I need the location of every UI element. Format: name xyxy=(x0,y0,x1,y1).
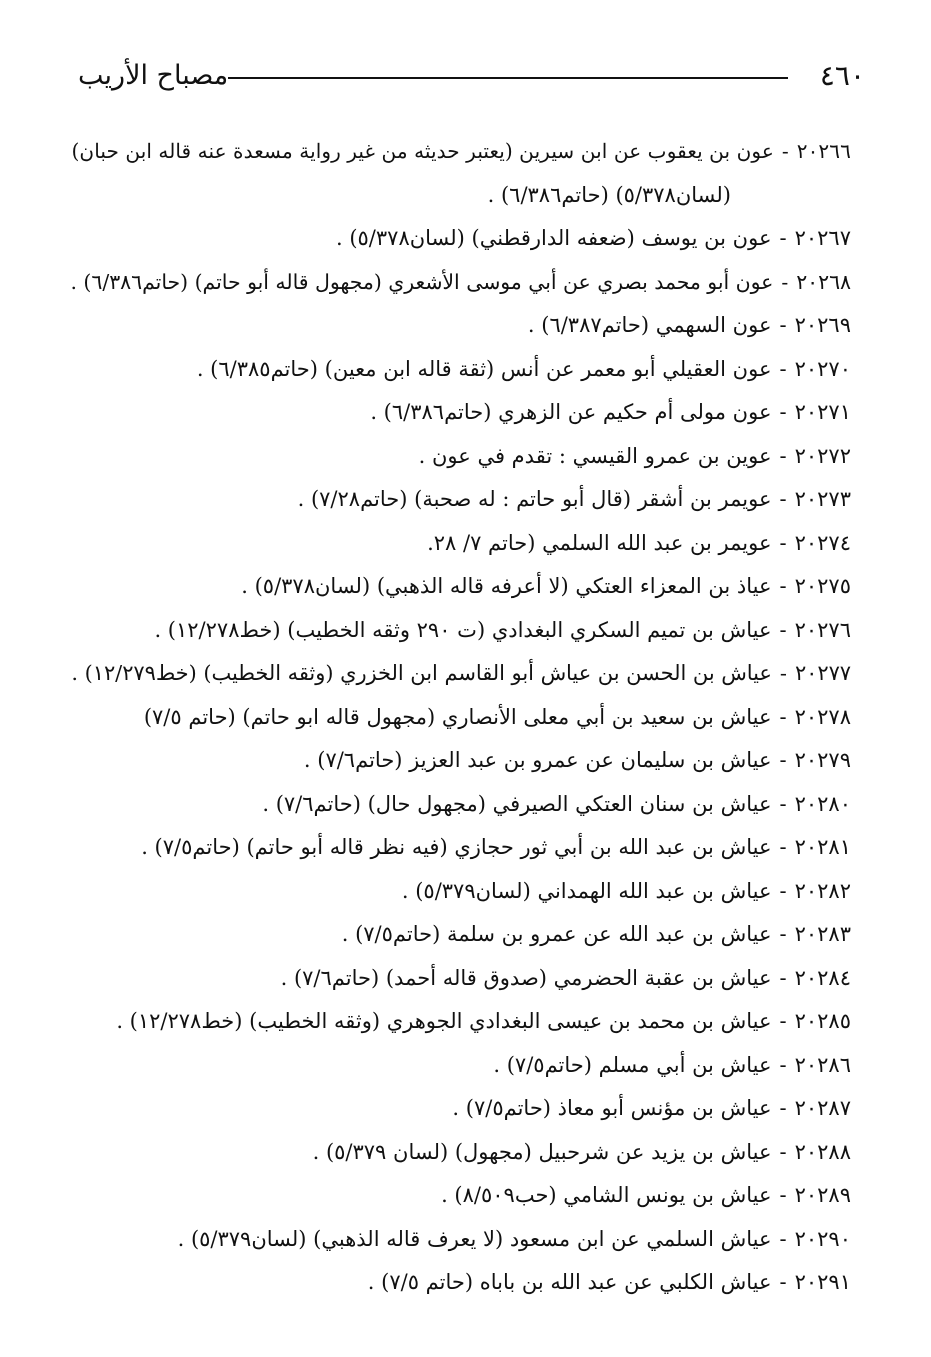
entry-row xyxy=(71,609,851,653)
entry-row xyxy=(71,130,851,174)
entry-number: ٢٠٢٨١ xyxy=(794,835,851,859)
entry-row xyxy=(71,217,851,261)
entry-number: ٢٠٢٨٨ xyxy=(794,1139,851,1164)
entry-text: عون بن يوسف (ضعفه الدارقطني) (لسان٥/٣٧٨) . xyxy=(335,226,772,250)
entry-row xyxy=(71,783,851,827)
entry-text: عياش بن تميم السكري البغدادي (ت ٢٩٠ وثقه الخطيب) (خط١٢/٢٧٨) . xyxy=(154,617,772,642)
entry-dash: - xyxy=(779,922,787,946)
entry-row xyxy=(71,1174,851,1218)
entry-dash: - xyxy=(779,878,787,903)
entry-text: عياش الكلبي عن عبد الله بن باباه (حاتم ٧/٥) . xyxy=(367,1270,772,1294)
entry-number: ٢٠٢٧٢ xyxy=(794,443,851,468)
entry-row xyxy=(71,1261,851,1305)
entry-number: ٢٠٢٦٦ xyxy=(796,139,851,163)
entry-dash: - xyxy=(779,791,787,816)
entry-dash: - xyxy=(779,835,787,859)
entry-text: عياش بن سعيد بن أبي معلى الأنصاري (مجهول قاله ابو حاتم) (حاتم ٧/٥) xyxy=(143,704,772,729)
entry-text: عياش بن عبد الله الهمداني (لسان٥/٣٧٩) . xyxy=(401,878,772,903)
entry-number: ٢٠٢٧٤ xyxy=(794,530,851,555)
entry-dash: - xyxy=(779,1009,787,1033)
entry-row xyxy=(71,696,851,740)
entry-dash: - xyxy=(781,139,789,163)
entry-row xyxy=(71,870,851,914)
entry-number: ٢٠٢٨٣ xyxy=(794,922,851,946)
entry-text: عياش بن أبي مسلم (حاتم٧/٥) . xyxy=(493,1052,772,1077)
entry-text: عياش بن عبد الله بن أبي ثور حجازي (فيه نظر قاله أبو حاتم) (حاتم٧/٥) . xyxy=(141,835,772,859)
entry-row xyxy=(71,478,851,522)
entry-row xyxy=(71,565,851,609)
entry-text: عياش السلمي عن ابن مسعود (لا يعرف قاله الذهبي) (لسان٥/٣٧٩) . xyxy=(177,1226,772,1251)
entry-dash: - xyxy=(779,443,787,468)
entry-dash: - xyxy=(779,1226,787,1251)
entry-number: ٢٠٢٨٢ xyxy=(794,878,851,903)
entry-dash: - xyxy=(779,1270,787,1294)
entry-number: ٢٠٢٧٣ xyxy=(794,487,851,511)
entry-number: ٢٠٢٧٥ xyxy=(794,574,851,598)
entry-number: ٢٠٢٦٨ xyxy=(796,269,851,294)
entry-text: عياش بن الحسن بن عياش أبو القاسم ابن الخزري (وثقه الخطيب) (خط١٢/٢٧٩) . xyxy=(71,661,772,685)
entry-row xyxy=(71,304,851,348)
entry-row xyxy=(71,826,851,870)
entry-dash: - xyxy=(779,661,787,685)
entry-dash: - xyxy=(779,1052,787,1077)
entry-text: عون مولى أم حكيم عن الزهري (حاتم٦/٣٨٦) . xyxy=(370,400,772,424)
entry-text: عياش بن مؤنس أبو معاذ (حاتم٧/٥) . xyxy=(452,1096,772,1120)
entry-dash: - xyxy=(779,313,787,337)
entry-text: عياش بن يونس الشامي (حب٨/٥٠٩) . xyxy=(441,1183,772,1207)
entry-number: ٢٠٢٨٩ xyxy=(794,1183,851,1207)
entry-row xyxy=(71,957,851,1001)
entry-row xyxy=(71,435,851,479)
entry-row xyxy=(71,739,851,783)
entry-continuation: (لسان٥/٣٧٨) (حاتم٦/٣٨٦) . xyxy=(487,182,731,207)
page-number: ٤٦٠ xyxy=(819,59,865,92)
entry-dash: - xyxy=(779,1139,787,1164)
entry-number: ٢٠٢٦٧ xyxy=(794,226,851,250)
entry-text: عون السهمي (حاتم٦/٣٨٧) . xyxy=(527,313,772,337)
entry-number: ٢٠٢٧٦ xyxy=(794,617,851,642)
entry-number: ٢٠٢٨٧ xyxy=(794,1096,851,1120)
entry-number: ٢٠٢٦٩ xyxy=(794,313,851,337)
entry-text: عوين بن عمرو القيسي : تقدم في عون . xyxy=(418,443,772,468)
entry-dash: - xyxy=(781,269,789,294)
entry-row xyxy=(71,1218,851,1262)
entry-row xyxy=(71,1044,851,1088)
entry-number: ٢٠٢٧١ xyxy=(794,400,851,424)
entry-dash: - xyxy=(779,226,787,250)
entry-dash: - xyxy=(779,400,787,424)
entry-number: ٢٠٢٨٥ xyxy=(794,1009,851,1033)
entry-number: ٢٠٢٨٤ xyxy=(794,965,851,990)
entry-number: ٢٠٢٩٠ xyxy=(794,1226,851,1251)
entry-dash: - xyxy=(779,1183,787,1207)
entry-number: ٢٠٢٧٩ xyxy=(794,748,851,772)
entry-row xyxy=(71,348,851,392)
entry-row xyxy=(71,913,851,957)
entry-row xyxy=(71,522,851,566)
entry-text: عياش بن محمد بن عيسى البغدادي الجوهري (وثقه الخطيب) (خط١٢/٢٧٨) . xyxy=(116,1009,772,1033)
entry-text: عون العقيلي أبو معمر عن أنس (ثقة قاله ابن معين) (حاتم٦/٣٨٥) . xyxy=(196,356,772,381)
entry-dash: - xyxy=(779,487,787,511)
book-title: مصباح الأريب xyxy=(78,60,229,91)
entry-text: عياش بن سليمان عن عمرو بن عبد العزيز (حاتم٧/٦) . xyxy=(303,748,772,772)
entry-number: ٢٠٢٧٧ xyxy=(794,661,851,685)
header-rule xyxy=(228,77,788,79)
entry-row xyxy=(71,1131,851,1175)
entry-text: عياش بن عقبة الحضرمي (صدوق قاله أحمد) (حاتم٧/٦) . xyxy=(280,965,772,990)
entry-row xyxy=(71,391,851,435)
entry-dash: - xyxy=(779,574,787,598)
entry-dash: - xyxy=(779,1096,787,1120)
entry-row xyxy=(71,1000,851,1044)
entry-dash: - xyxy=(779,530,787,555)
entry-text: عون بن يعقوب عن ابن سيرين (يعتبر حديثه من غير رواية مسعدة عنه قاله ابن حبان) xyxy=(71,139,774,163)
entry-dash: - xyxy=(779,356,787,381)
entry-text: عياش بن سنان العتكي الصيرفي (مجهول حال) (حاتم٧/٦) . xyxy=(262,791,772,816)
entry-dash: - xyxy=(779,965,787,990)
entry-text: عياذ بن المعزاء العتكي (لا أعرفه قاله الذهبي) (لسان٥/٣٧٨) . xyxy=(241,574,772,598)
entry-text: عياش بن يزيد عن شرحبيل (مجهول) (لسان ٥/٣٧٩) . xyxy=(312,1139,772,1164)
entry-dash: - xyxy=(779,748,787,772)
entry-number: ٢٠٢٩١ xyxy=(794,1270,851,1294)
entry-dash: - xyxy=(779,617,787,642)
entry-number: ٢٠٢٨٦ xyxy=(794,1052,851,1077)
entry-dash: - xyxy=(779,704,787,729)
entry-number: ٢٠٢٨٠ xyxy=(794,791,851,816)
entry-text: عويمر بن أشقر (قال أبو حاتم : له صحبة) (حاتم٧/٢٨) . xyxy=(297,487,772,511)
entry-number: ٢٠٢٧٠ xyxy=(794,356,851,381)
entry-text: عون أبو محمد بصري عن أبي موسى الأشعري (مجهول قاله أبو حاتم) (حاتم٦/٣٨٦) . xyxy=(70,269,774,294)
entry-list xyxy=(71,130,851,1305)
entry-row xyxy=(71,1087,851,1131)
entry-text: عويمر بن عبد الله السلمي (حاتم ٧/ ٢٨. xyxy=(427,530,772,555)
entry-number: ٢٠٢٧٨ xyxy=(794,704,851,729)
page-header xyxy=(78,54,873,98)
entry-row xyxy=(71,261,851,305)
entry-row xyxy=(71,652,851,696)
entry-text: عياش بن عبد الله عن عمرو بن سلمة (حاتم٧/٥) . xyxy=(341,922,772,946)
